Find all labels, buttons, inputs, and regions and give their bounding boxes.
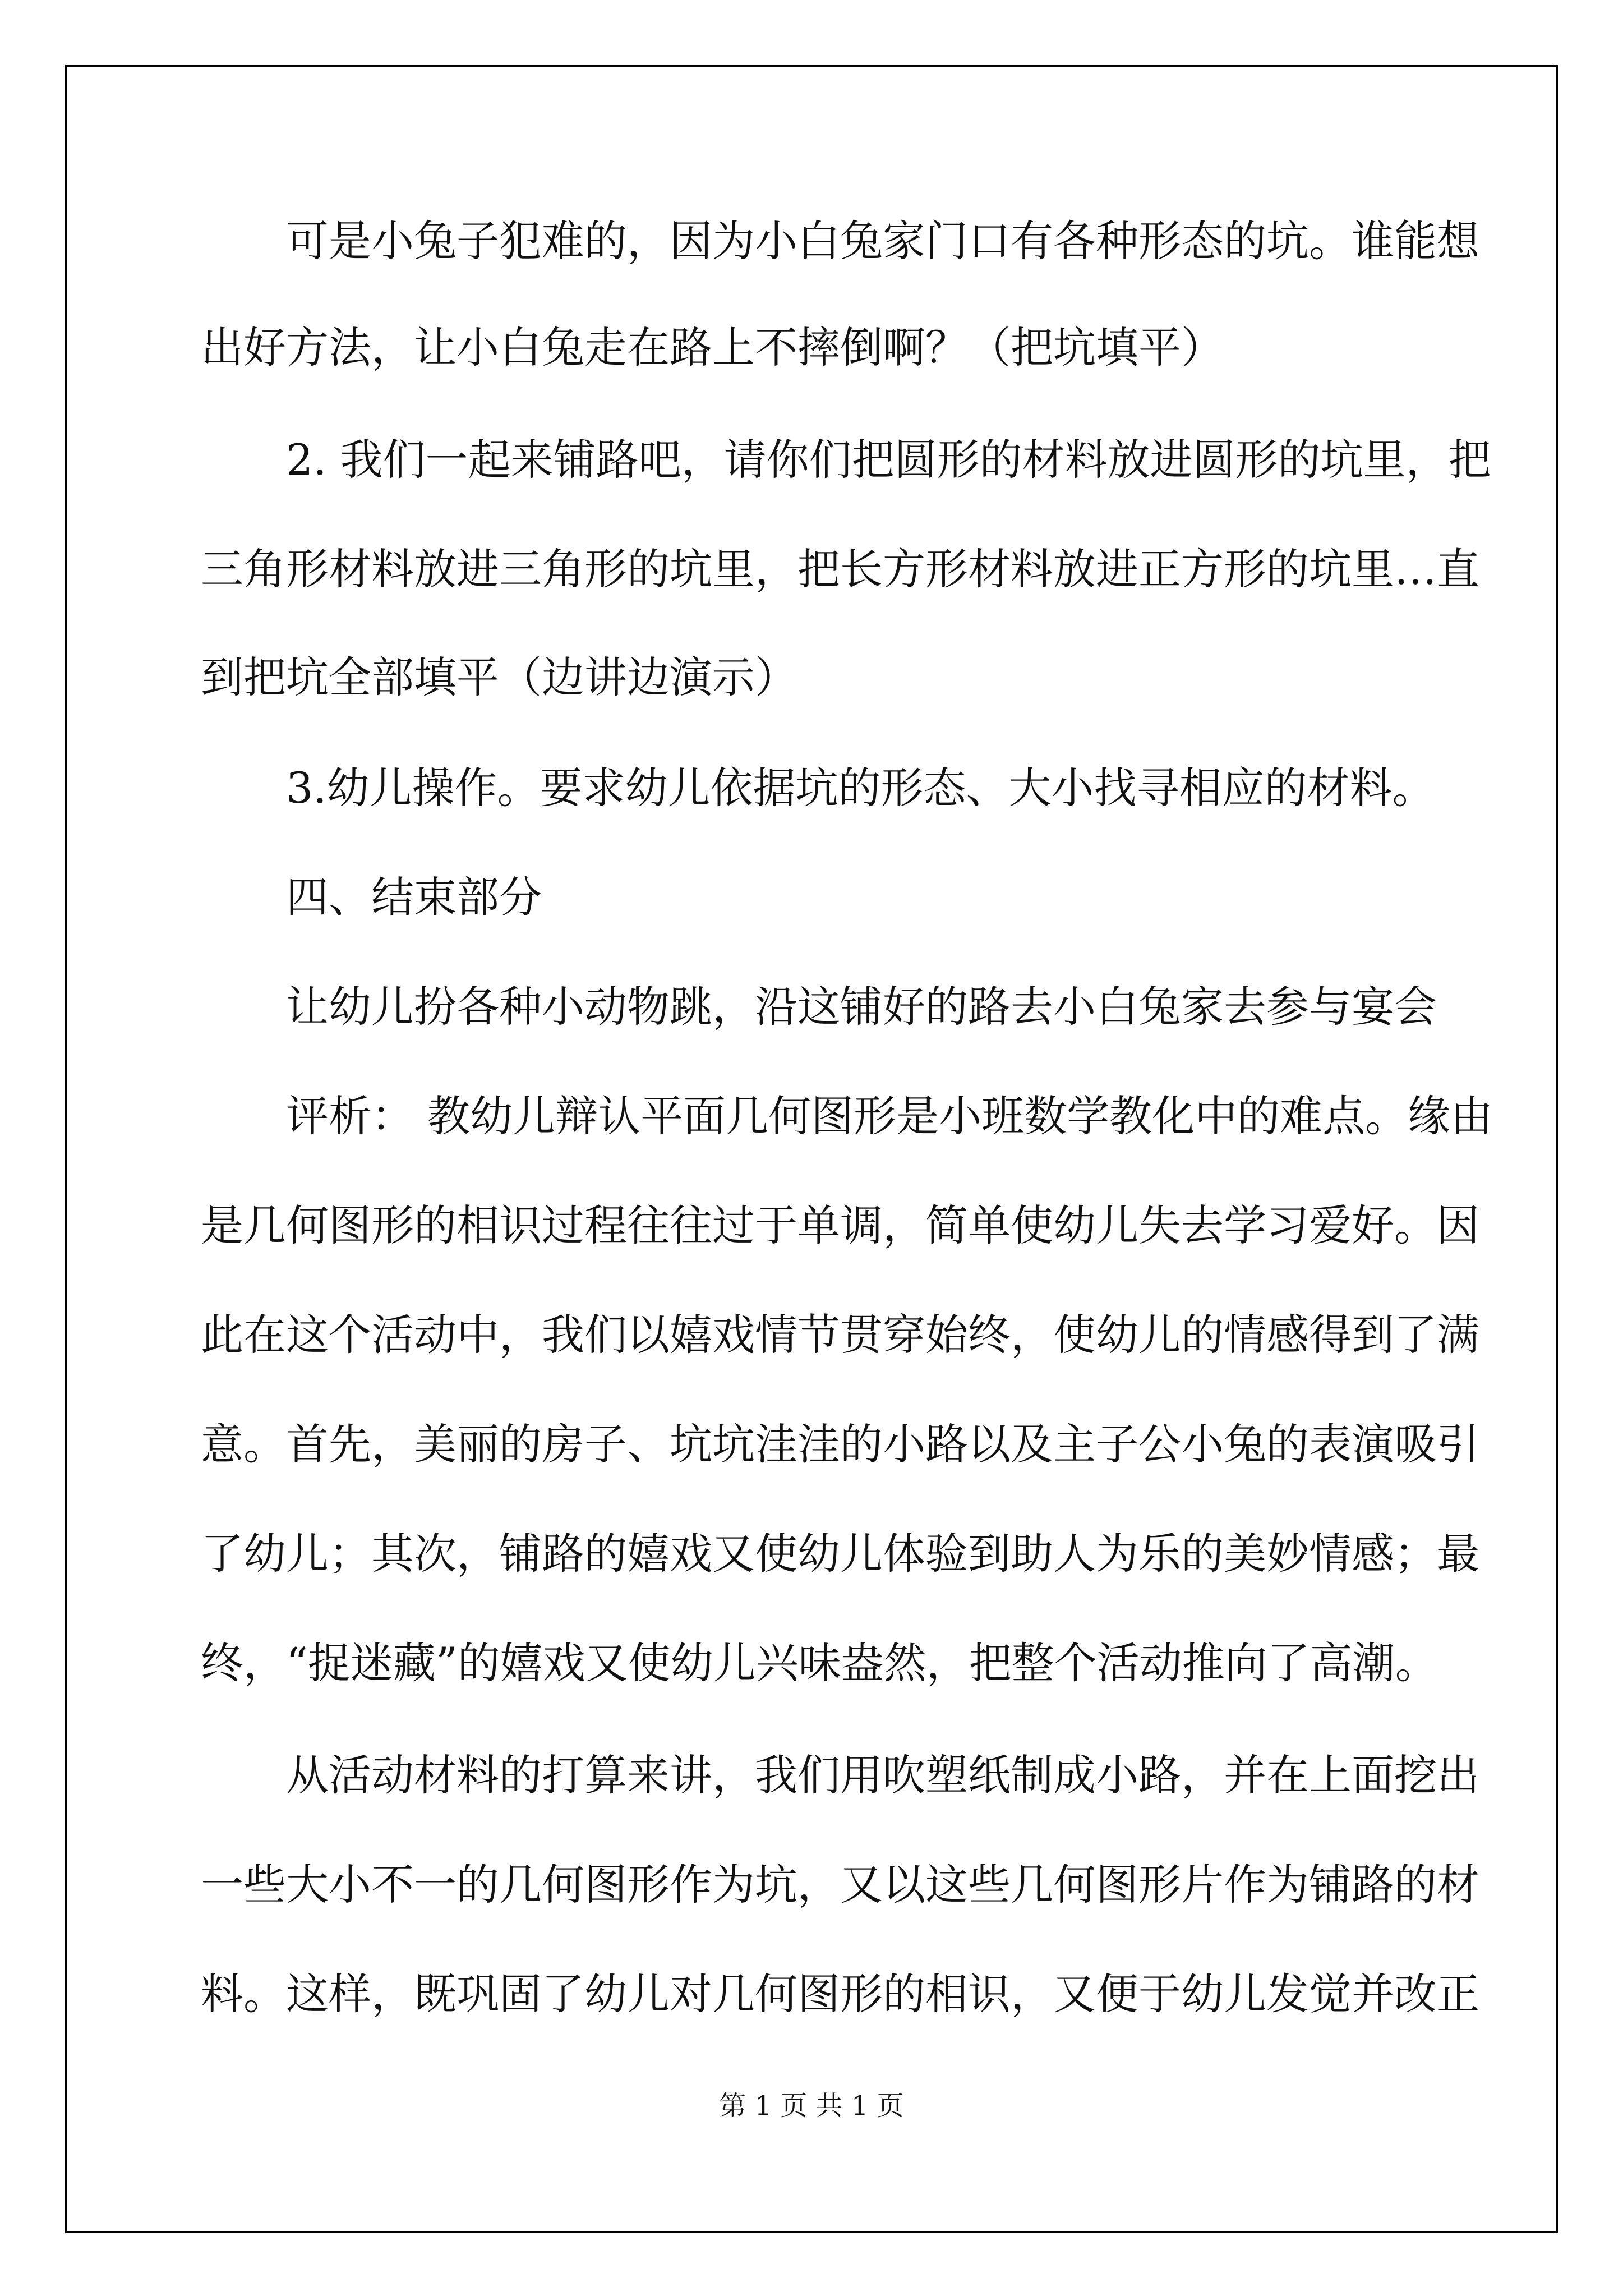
paragraph-line: 从活动材料的打算来讲，我们用吹塑纸制成小路，并在上面挖出	[286, 1750, 1479, 1800]
paragraph-line: 让幼儿扮各种小动物跳，沿这铺好的路去小白兔家去参与宴会	[286, 982, 1437, 1032]
paragraph-line: 料。这样，既巩固了幼儿对几何图形的相识，又便于幼儿发觉并改正	[201, 1969, 1479, 2019]
paragraph-line: 三角形材料放进三角形的坑里，把长方形材料放进正方形的坑里…直	[201, 544, 1479, 594]
paragraph-line: 3.幼儿操作。要求幼儿依据坑的形态、大小找寻相应的材料。	[286, 763, 1435, 813]
paragraph-line: 评析： 教幼儿辩认平面几何图形是小班数学教化中的难点。缘由	[286, 1091, 1493, 1141]
page-number: 第 1 页 共 1 页	[719, 2090, 904, 2122]
paragraph-line: 一些大小不一的几何图形作为坑，又以这些几何图形片作为铺路的材	[201, 1860, 1479, 1910]
paragraph-line: 出好方法，让小白兔走在路上不摔倒啊？（把坑填平）	[201, 323, 1224, 372]
paragraph-line: 意。首先，美丽的房子、坑坑洼洼的小路以及主子公小兔的表演吸引	[201, 1419, 1479, 1469]
paragraph-line: 到把坑全部填平（边讲边演示）	[201, 652, 797, 702]
paragraph-line: 可是小兔子犯难的，因为小白兔家门口有各种形态的坑。谁能想	[286, 216, 1479, 266]
paragraph-line: 2. 我们一起来铺路吧，请你们把圆形的材料放进圆形的坑里，把	[286, 435, 1491, 485]
section-heading: 四、结束部分	[286, 872, 542, 922]
paragraph-line: 此在这个活动中，我们以嬉戏情节贯穿始终，使幼儿的情感得到了满	[201, 1310, 1479, 1360]
paragraph-line: 是几何图形的相识过程往往过于单调，简单使幼儿失去学习爱好。因	[201, 1200, 1479, 1250]
paragraph-line: 终，“捉迷藏”的嬉戏又使幼儿兴味盎然，把整个活动推向了高潮。	[201, 1638, 1438, 1688]
paragraph-line: 了幼儿；其次，铺路的嬉戏又使幼儿体验到助人为乐的美妙情感；最	[201, 1529, 1479, 1579]
